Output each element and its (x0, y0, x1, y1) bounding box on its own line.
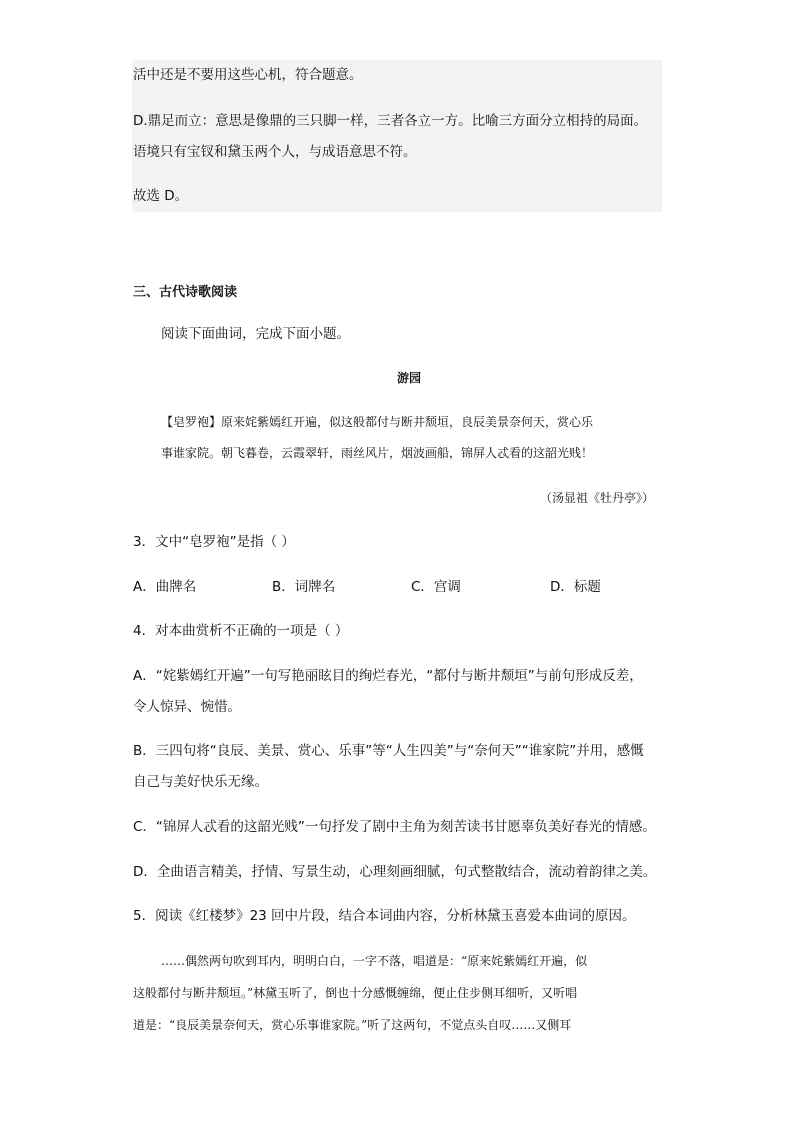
poem-line-2: 事谁家院。朝飞暮卷，云霞翠轩，雨丝风片，烟波画船，锦屏人忒看的这韶光贱！ (161, 446, 594, 460)
poem-line-1: 【皂罗袍】原来姹紫嫣红开遍，似这般都付与断井颓垣，良辰美景奈何天，赏心乐 (161, 415, 594, 429)
question-4-option-b-line1: B．三四句将“良辰、美景、赏心、乐事”等“人生四美”与“奈何天”“谁家院”并用，感慨 (133, 743, 644, 759)
question-5-stem: 5．阅读《红楼梦》23 回中片段，结合本词曲内容，分析林黛玉喜爱本曲词的原因。 (133, 908, 636, 924)
question-4-option-b-line2: 自己与美好快乐无缘。 (133, 774, 268, 790)
question-4-option-a-line1: A．“姹紫嫣红开遍”一句写艳丽眩目的绚烂春光，“都付与断井颓垣”与前句形成反差， (133, 668, 643, 684)
poem-source: （汤显祖《牡丹亭》） (539, 491, 654, 505)
question-3-option-a: A．曲牌名 (133, 579, 197, 595)
poem-title: 游园 (397, 371, 422, 385)
question-3-option-c: C．宫调 (411, 579, 461, 595)
question-4-option-a-line2: 令人惊异、惋惜。 (133, 699, 241, 715)
question-3-stem: 3．文中“皂罗袍”是指（ ） (133, 534, 295, 550)
answer-continued-line: 活中还是不要用这些心机，符合题意。 (133, 67, 363, 83)
answer-conclusion: 故选 D。 (133, 188, 189, 204)
excerpt-line-2: 这般都付与断井颓垣。”林黛玉听了，倒也十分感慨缠绵，便止住步侧耳细听，又听唱 (133, 986, 578, 1000)
question-3-option-b: B．词牌名 (272, 579, 336, 595)
question-4-option-d: D．全曲语言精美，抒情、写景生动，心理刻画细腻，句式整散结合，流动着韵律之美。 (133, 864, 657, 880)
excerpt-line-3: 道是：“良辰美景奈何天，赏心乐事谁家院。”听了这两句，不觉点头自叹……又侧耳 (133, 1018, 572, 1032)
section-heading: 三、古代诗歌阅读 (133, 285, 238, 300)
option-d-explanation-line2: 语境只有宝钗和黛玉两个人，与成语意思不符。 (133, 144, 417, 160)
question-4-stem: 4．对本曲赏析不正确的一项是（ ） (133, 623, 349, 639)
option-d-explanation-line1: D.鼎足而立：意思是像鼎的三只脚一样，三者各立一方。比喻三方面分立相持的局面。 (133, 113, 648, 129)
section-instruction: 阅读下面曲词，完成下面小题。 (161, 326, 350, 342)
question-4-option-c: C．“锦屏人忒看的这韶光贱”一句抒发了剧中主角为刻苦读书甘愿辜负美好春光的情感。 (133, 819, 656, 835)
excerpt-line-1: ……偶然两句吹到耳内，明明白白，一字不落，唱道是：“原来姹紫嫣红开遍，似 (161, 954, 588, 968)
question-3-option-d: D．标题 (550, 579, 601, 595)
